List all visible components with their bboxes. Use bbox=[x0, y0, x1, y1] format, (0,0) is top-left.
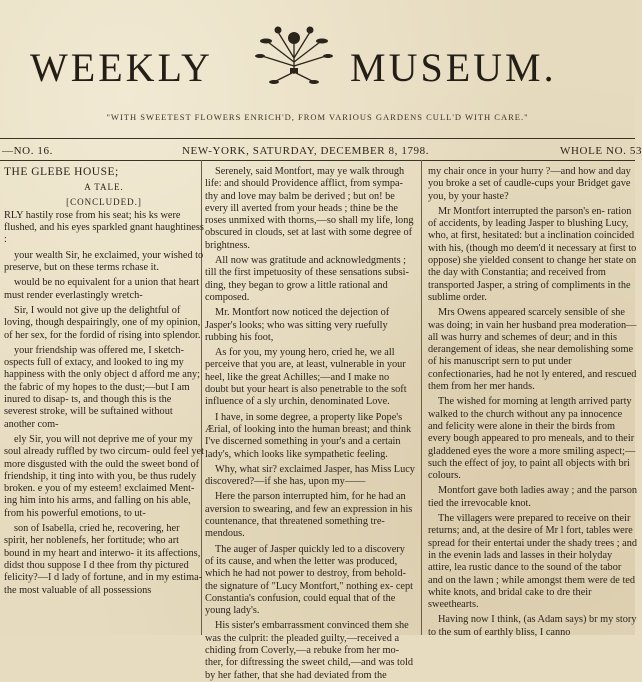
paragraph: All now was gratitude and acknowledgments ; till the first impetuosity of these sensations subsi- ding, they began to grow a little rational and composed. bbox=[205, 255, 409, 303]
dateline bbox=[0, 145, 642, 159]
paragraph: As for you, my young hero, cried he, we all perceive that you are, at least, vulnerable in your heel, like the great Achilles;—and I make no doubt but your heart is also penetrable to the soft influence of a sly urchin, denominated Love. bbox=[205, 347, 407, 408]
paragraph: Here the parson interrupted him, for he had an aversion to swearing, and few an expression in his countenance, that threatened something tre- mendous. bbox=[205, 491, 413, 540]
column-3 bbox=[428, 166, 638, 638]
paragraph: I have, in some degree, a property like Pope's Ærial, of looking into the human breast; and think I've discerned something in your's and a certain lady's, which looks like sympathetic feeling. bbox=[205, 411, 412, 460]
story-title: THE GLEBE HOUSE; bbox=[4, 166, 119, 178]
paragraph: ely Sir, you will not deprive me of your my soul already ruffled by two circum- ould feel yet more disgusted with the ould the sweet bond of friendship, it ting into with you, be thus rudely broken. e you of my esteem! exclaimed Ment- ing him into his arms, and falling on his able, from his powerful emotions, to ut- bbox=[4, 433, 204, 519]
paragraph: Montfort gave both ladies away ; and the parson tied the irrevocable knot. bbox=[428, 485, 638, 509]
story-concluded: [CONCLUDED.] bbox=[66, 196, 142, 207]
divider bbox=[0, 138, 635, 139]
paragraph: your friendship was offered me, I sketch- ospects full of extacy, and looked to ing my happiness with the only object d afford me any; the fabric of my hopes to the dust;—but I am inured to disap- ts, and though this is the severest stroke, will be suftained without another com- bbox=[4, 344, 200, 430]
paragraph: His sister's embarrassment convinced them she was the culprit: the pleaded guilty,—received a chiding from Coverly,—a rebuke from her mo- ther, for diftressing the sweet child,—and was told by her father, that she had deviated from the bbox=[205, 620, 414, 681]
issue-date: NEW-YORK, SATURDAY, DECEMBER 8, 1798. bbox=[182, 145, 430, 157]
story-subtitle: A TALE. bbox=[84, 182, 124, 193]
paragraph: son of Isabella, cried he, recovering, her spirit, her noblenefs, her fortitude; who art bound in my heart and interwo- it its affections, didst thou suppose I d thee from thy pictured felicity?—I d lady of fortune, and in my estima- the most valuable of all possessions bbox=[4, 523, 203, 596]
paragraph: my chair once in your hurry ?—and how and day you broke a set of caudle-cups your Bridget gave you, by your haste? bbox=[428, 166, 631, 202]
column-1 bbox=[0, 166, 204, 635]
paragraph: your wealth Sir, he exclaimed, your wished to preserve, but on these terms rchase it. bbox=[4, 249, 204, 274]
paragraph: Why, what sir? exclaimed Jasper, has Miss Lucy discovered?—if she has, upon my—— bbox=[205, 463, 415, 488]
paragraph: Mrs Owens appeared scarcely sensible of she was doing; in vain her husband prea moderation—all was hurry and schemes of deur; and in this derangement of ideas, she near demolishing some of his manuscript sern to put under confectionaries, had he not ly entered, and rescued them from her mer hands. bbox=[428, 307, 637, 393]
masthead bbox=[0, 0, 635, 138]
column-divider bbox=[421, 160, 422, 635]
paragraph: Mr. Montfort now noticed the dejection of Jasper's looks; who was sitting very ruefully rubbing his foot, bbox=[205, 307, 390, 343]
paragraph: RLY hastily rose from his seat; his ks were flushed, and his eyes sparkled gnant haughtiness : bbox=[4, 209, 204, 246]
paragraph: Serenely, said Montfort, may ye walk through life: and should Providence afflict, from sympa- thy and love may balm be derived ; but on! be every ill averted from your heads ; thine be the roses unmixed with thorns,—so shall my life, long obscured in clouds, set at last with some degree of brightness. bbox=[205, 166, 414, 251]
paragraph: Mr Montfort interrupted the parson's en- ration of accidents, by leading Jasper to blushing Lucy, who, at first, hesitated: but a inclination coincided with his, (though mo deem'd it necessary at first to oppose) she yielded consent to change her state on the day with Constantia; and received from transported Jasper, a string of compliments in the sublime order. bbox=[428, 205, 637, 303]
divider bbox=[0, 160, 635, 161]
paragraph: Having now I think, (as Adam says) br my story to the sum of earthly bliss, I canno bbox=[428, 614, 637, 638]
masthead-motto: "WITH SWEETEST FLOWERS ENRICH'D, FROM VARIOUS GARDENS CULL'D WITH CARE." bbox=[106, 112, 529, 122]
paragraph: Sir, I would not give up the delightful of loving, though despairingly, one of my opinion, of her sex, for the fordid of rising into splendor. bbox=[4, 304, 201, 341]
paragraph: The wished for morning at length arrived party walked to the church without any pa innocence and felicity were alone in their the birds from every bough appeared to pro meneals, and to their gladdened eyes the wore a more smiling aspect;—such the effect of joy, to paint all objects with bri colours. bbox=[428, 396, 636, 482]
masthead-title-left: WEEKLY bbox=[30, 45, 213, 90]
paragraph: The villagers were prepared to receive on their returns; and, at the desire of Mr l fort, tables were spread for their entertai under the shady trees ; and in the evenin lads and lasses in their holyday attire, lea rustic dance to the sound of the tabor and on the lawn ; while amongst them were de ted white knots, and bridal cake to dre their sweethearts. bbox=[428, 513, 637, 611]
whole-number: WHOLE NO. 53 bbox=[560, 145, 642, 157]
issue-number: —NO. 16. bbox=[2, 145, 53, 157]
masthead-title-right: MUSEUM. bbox=[350, 45, 557, 90]
flower-bouquet-icon bbox=[244, 12, 344, 92]
paragraph: would be no equivalent for a union that heart must render everlastingly wretch- bbox=[4, 277, 200, 301]
paragraph: The auger of Jasper quickly led to a discovery of its cause, and when the letter was produced, which he had not power to destroy, from behold- the signature of "Lucy Montfort," nothing ex- cept Constantia's confusion, could equal that of the young lady's. bbox=[205, 543, 413, 617]
column-2 bbox=[205, 166, 415, 681]
